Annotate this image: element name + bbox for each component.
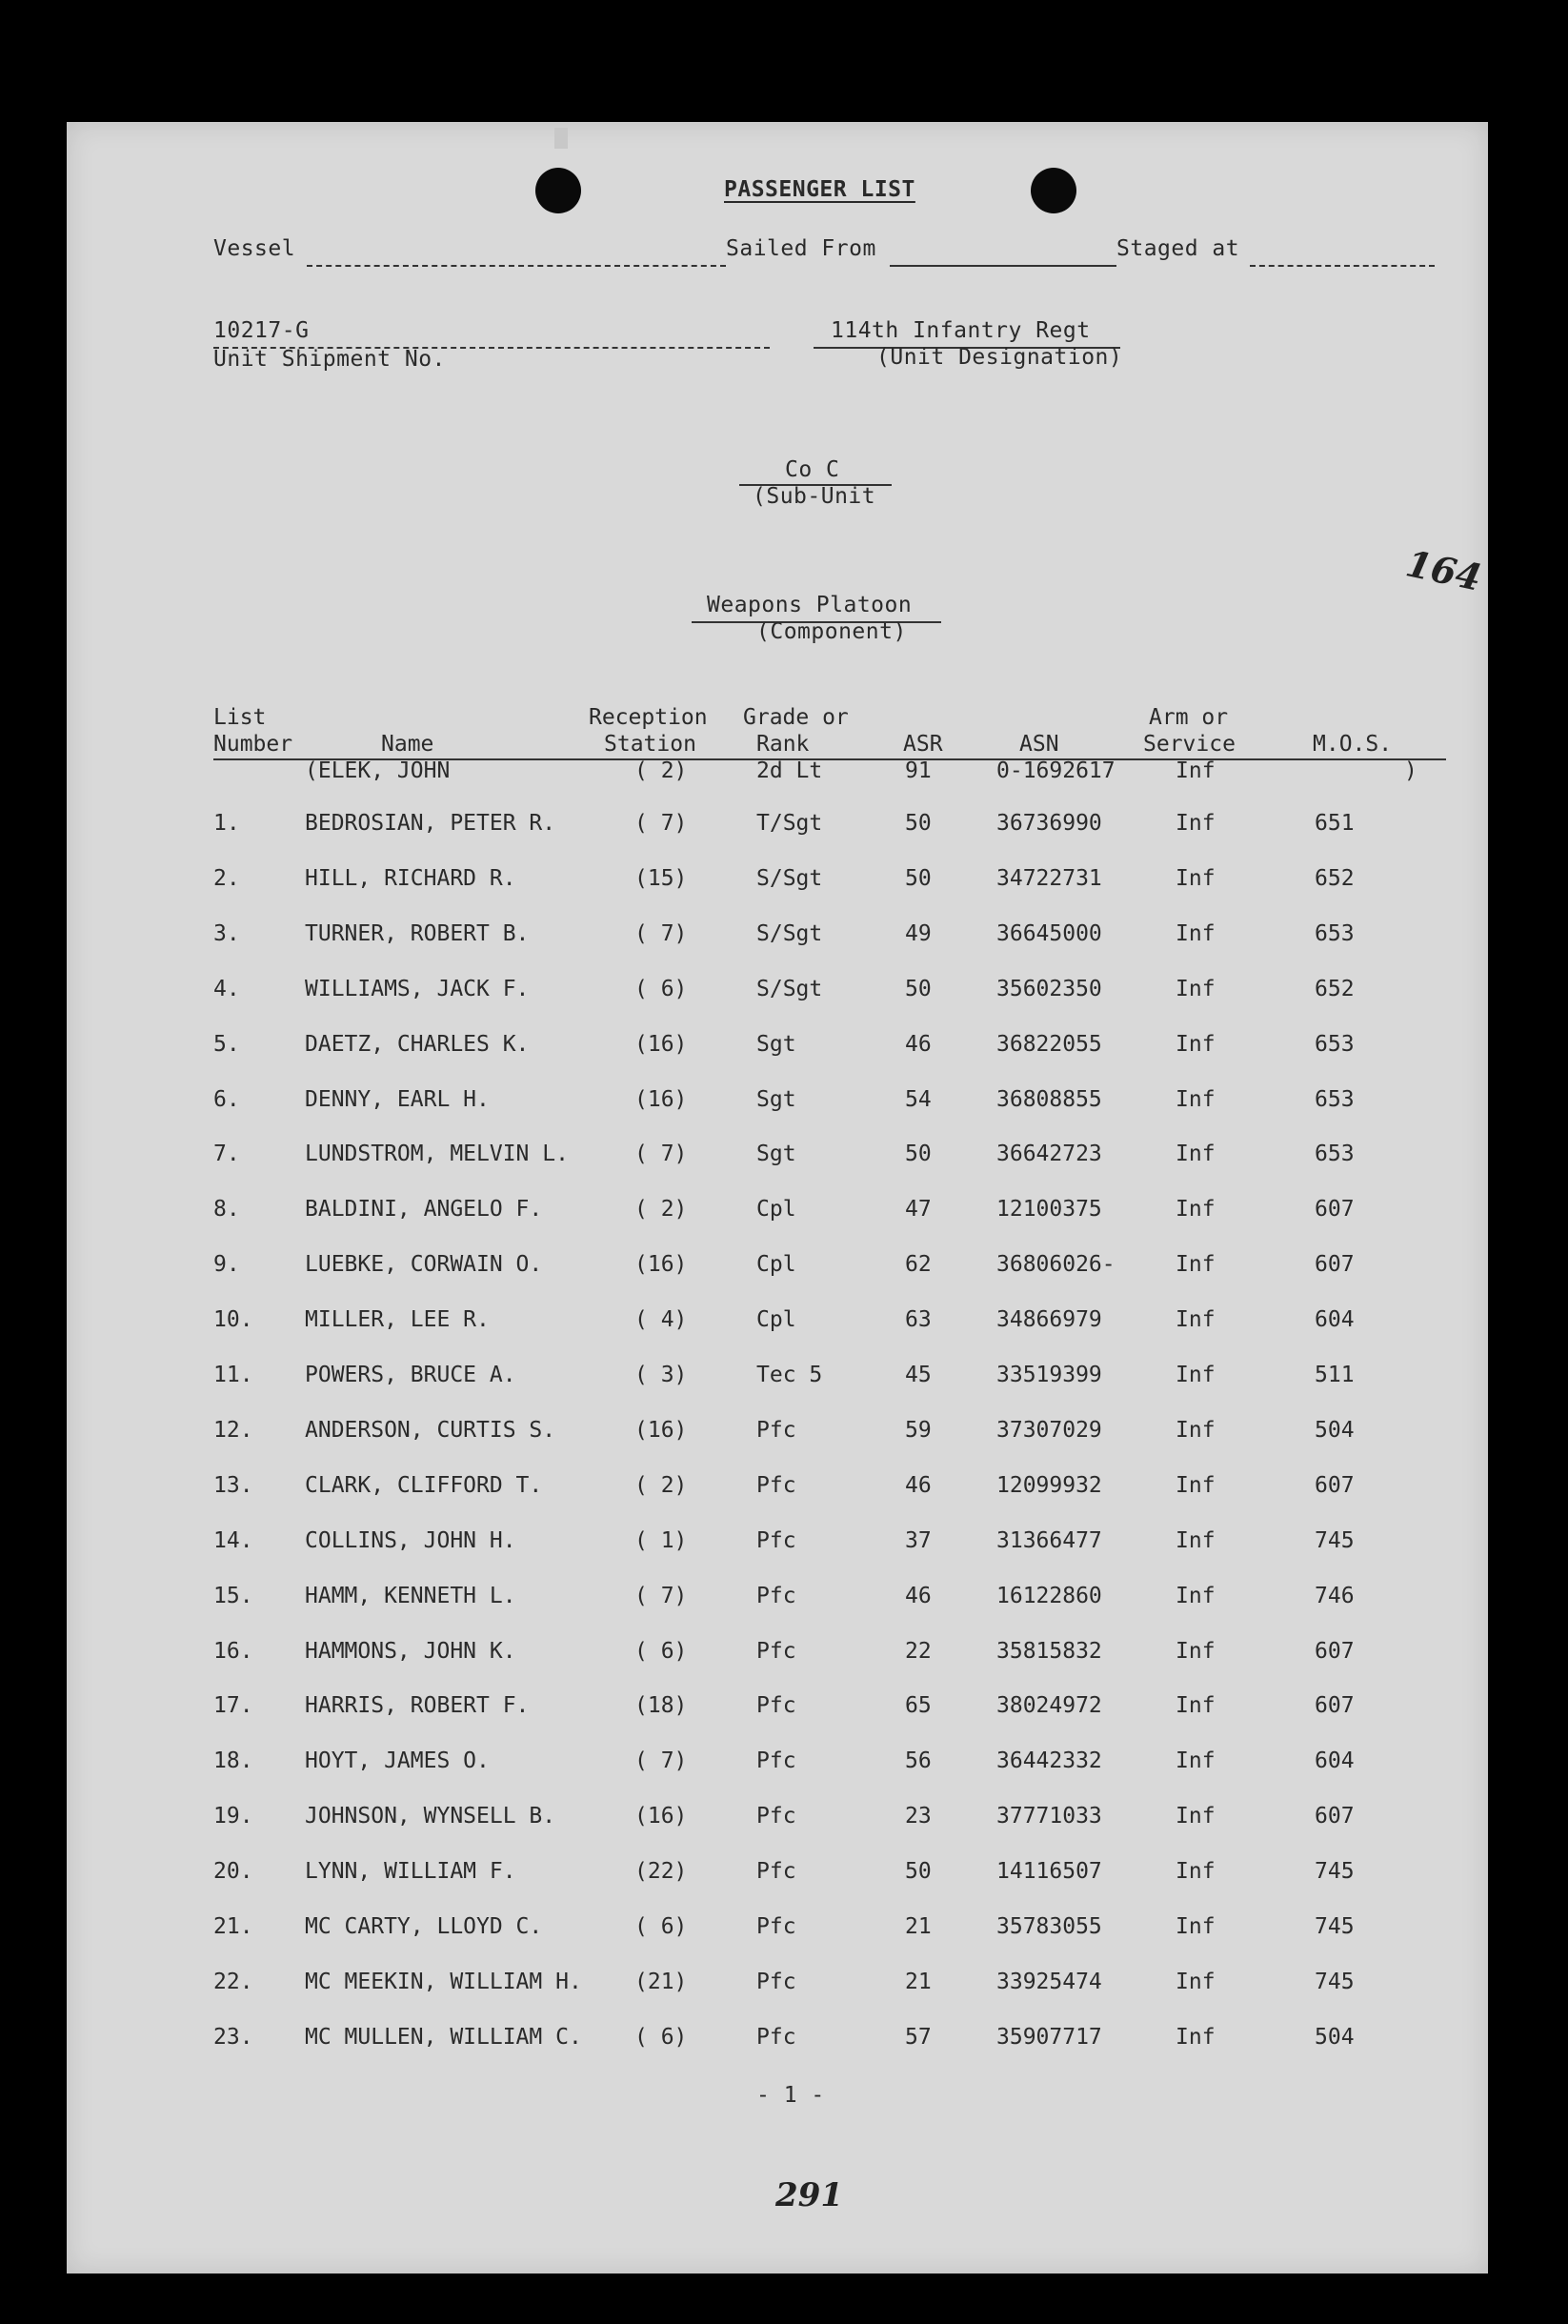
table-row <box>67 811 1488 845</box>
row-arm: Inf <box>1176 1086 1216 1112</box>
row-mos: 604 <box>1315 1307 1355 1333</box>
row-arm: Inf <box>1176 865 1216 891</box>
row-mos: 511 <box>1315 1363 1355 1387</box>
row-station: ( 4) <box>634 1307 688 1333</box>
row-station: (16) <box>634 1031 688 1057</box>
row-asn: 35907717 <box>996 2024 1102 2050</box>
handwritten-number: 291 <box>775 2176 843 2214</box>
col-asr: ASR <box>903 732 943 757</box>
row-name: HARRIS, ROBERT F. <box>305 1693 530 1719</box>
row-asn: 34722731 <box>996 865 1102 891</box>
col-list-number-2: Number <box>213 732 293 757</box>
row-asn: 38024972 <box>996 1693 1102 1719</box>
row-number: 6. <box>213 1086 240 1112</box>
row-name: POWERS, BRUCE A. <box>305 1363 516 1387</box>
row-asn: 31366477 <box>996 1527 1102 1553</box>
row-asn: 36645000 <box>996 920 1102 946</box>
row-number: 12. <box>213 1417 253 1443</box>
row-asr: 57 <box>905 2024 932 2050</box>
row-name: HOYT, JAMES O. <box>305 1748 490 1774</box>
page-number: - 1 - <box>756 2083 825 2108</box>
unit-shipment-label: Unit Shipment No. <box>213 347 446 372</box>
officer-name: (ELEK, JOHN <box>305 758 451 783</box>
row-name: LYNN, WILLIAM F. <box>305 1859 516 1885</box>
row-grade: S/Sgt <box>756 920 823 946</box>
row-asn: 35602350 <box>996 976 1102 1001</box>
row-arm: Inf <box>1176 1142 1216 1167</box>
row-grade: Pfc <box>756 2024 796 2050</box>
row-arm: Inf <box>1176 1638 1216 1664</box>
row-asr: 23 <box>905 1804 932 1829</box>
row-asn: 37307029 <box>996 1417 1102 1443</box>
col-name: Name <box>381 732 434 757</box>
row-name: WILLIAMS, JACK F. <box>305 976 530 1001</box>
table-row <box>67 1363 1488 1397</box>
row-number: 11. <box>213 1363 253 1387</box>
row-number: 10. <box>213 1307 253 1333</box>
table-row <box>67 977 1488 1011</box>
row-name: CLARK, CLIFFORD T. <box>305 1472 543 1498</box>
row-grade: Pfc <box>756 1969 796 1994</box>
row-arm: Inf <box>1176 976 1216 1001</box>
row-asr: 54 <box>905 1086 932 1112</box>
row-asr: 50 <box>905 865 932 891</box>
row-mos: 652 <box>1315 976 1355 1001</box>
row-asr: 46 <box>905 1472 932 1498</box>
row-name: MC MEEKIN, WILLIAM H. <box>305 1969 582 1994</box>
row-arm: Inf <box>1176 1804 1216 1829</box>
row-arm: Inf <box>1176 1031 1216 1057</box>
row-grade: Pfc <box>756 1417 796 1443</box>
row-asr: 62 <box>905 1252 932 1278</box>
row-station: ( 6) <box>634 2024 688 2050</box>
row-name: JOHNSON, WYNSELL B. <box>305 1804 556 1829</box>
row-asn: 36806026- <box>996 1252 1116 1278</box>
row-name: LUEBKE, CORWAIN O. <box>305 1252 543 1278</box>
row-station: (22) <box>634 1859 688 1885</box>
row-arm: Inf <box>1176 1363 1216 1387</box>
row-name: LUNDSTROM, MELVIN L. <box>305 1142 569 1167</box>
vessel-label: Vessel <box>213 236 296 261</box>
row-station: ( 2) <box>634 1197 688 1223</box>
row-mos: 607 <box>1315 1472 1355 1498</box>
row-asn: 14116507 <box>996 1859 1102 1885</box>
row-station: ( 7) <box>634 920 688 946</box>
unit-designation-value: 114th Infantry Regt <box>831 318 1091 343</box>
row-grade: Pfc <box>756 1583 796 1608</box>
row-station: ( 6) <box>634 976 688 1001</box>
row-asn: 12100375 <box>996 1197 1102 1223</box>
sailed-from-label: Sailed From <box>726 236 876 261</box>
row-station: ( 7) <box>634 1748 688 1774</box>
row-name: HILL, RICHARD R. <box>305 865 516 891</box>
row-name: TURNER, ROBERT B. <box>305 920 530 946</box>
row-station: ( 1) <box>634 1527 688 1553</box>
row-asr: 50 <box>905 811 932 836</box>
officer-station: ( 2) <box>634 758 688 783</box>
row-grade: Cpl <box>756 1252 796 1278</box>
row-name: HAMMONS, JOHN K. <box>305 1638 516 1664</box>
row-asr: 59 <box>905 1417 932 1443</box>
row-station: ( 2) <box>634 1472 688 1498</box>
table-row <box>67 1748 1488 1783</box>
row-arm: Inf <box>1176 1472 1216 1498</box>
row-mos: 651 <box>1315 811 1355 836</box>
table-row <box>67 1584 1488 1618</box>
row-station: ( 6) <box>634 1914 688 1939</box>
row-asn: 36736990 <box>996 811 1102 836</box>
row-arm: Inf <box>1176 2024 1216 2050</box>
row-mos: 745 <box>1315 1527 1355 1553</box>
row-name: DENNY, EARL H. <box>305 1086 490 1112</box>
row-station: (16) <box>634 1252 688 1278</box>
table-row <box>67 1418 1488 1452</box>
row-mos: 745 <box>1315 1859 1355 1885</box>
row-station: (21) <box>634 1969 688 1994</box>
row-grade: S/Sgt <box>756 976 823 1001</box>
officer-close-paren: ) <box>1404 758 1417 783</box>
row-grade: Pfc <box>756 1638 796 1664</box>
row-station: (16) <box>634 1086 688 1112</box>
row-asn: 16122860 <box>996 1583 1102 1608</box>
row-number: 22. <box>213 1969 253 1994</box>
table-row <box>67 1859 1488 1893</box>
row-asr: 49 <box>905 920 932 946</box>
staged-at-label: Staged at <box>1116 236 1240 261</box>
row-number: 16. <box>213 1638 253 1664</box>
table-row <box>67 1970 1488 2004</box>
row-asr: 37 <box>905 1527 932 1553</box>
row-arm: Inf <box>1176 1307 1216 1333</box>
row-grade: Pfc <box>756 1804 796 1829</box>
col-arm-1: Arm or <box>1149 705 1229 730</box>
table-row <box>67 1142 1488 1176</box>
row-mos: 745 <box>1315 1969 1355 1994</box>
row-grade: T/Sgt <box>756 811 823 836</box>
row-mos: 504 <box>1315 1417 1355 1443</box>
row-name: MC MULLEN, WILLIAM C. <box>305 2024 582 2050</box>
row-mos: 746 <box>1315 1583 1355 1608</box>
officer-arm: Inf <box>1176 758 1216 783</box>
col-arm-2: Service <box>1143 732 1236 757</box>
row-name: MC CARTY, LLOYD C. <box>305 1914 543 1939</box>
row-asn: 35815832 <box>996 1638 1102 1664</box>
row-number: 18. <box>213 1748 253 1774</box>
sub-unit-value: Co C <box>785 457 840 482</box>
row-mos: 607 <box>1315 1252 1355 1278</box>
sub-unit-label: (Sub-Unit <box>753 484 876 509</box>
row-asn: 12099932 <box>996 1472 1102 1498</box>
table-row <box>67 1307 1488 1342</box>
row-grade: Pfc <box>756 1527 796 1553</box>
table-row <box>67 1032 1488 1066</box>
roster-table <box>67 122 1488 2273</box>
stamp-number: 164 <box>1402 541 1486 599</box>
row-number: 7. <box>213 1142 240 1167</box>
row-name: MILLER, LEE R. <box>305 1307 490 1333</box>
row-asn: 36642723 <box>996 1142 1102 1167</box>
row-name: BALDINI, ANGELO F. <box>305 1197 543 1223</box>
row-number: 3. <box>213 920 240 946</box>
row-arm: Inf <box>1176 1252 1216 1278</box>
row-asr: 46 <box>905 1031 932 1057</box>
row-arm: Inf <box>1176 1527 1216 1553</box>
col-grade-1: Grade or <box>743 705 849 730</box>
row-mos: 607 <box>1315 1693 1355 1719</box>
row-asn: 36442332 <box>996 1748 1102 1774</box>
row-mos: 607 <box>1315 1197 1355 1223</box>
row-station: (16) <box>634 1804 688 1829</box>
row-number: 4. <box>213 976 240 1001</box>
row-grade: Cpl <box>756 1197 796 1223</box>
row-name: HAMM, KENNETH L. <box>305 1583 516 1608</box>
row-arm: Inf <box>1176 1693 1216 1719</box>
row-name: BEDROSIAN, PETER R. <box>305 811 556 836</box>
row-number: 21. <box>213 1914 253 1939</box>
table-row <box>67 1804 1488 1838</box>
row-mos: 653 <box>1315 1142 1355 1167</box>
row-arm: Inf <box>1176 1583 1216 1608</box>
document-title: PASSENGER LIST <box>724 177 915 202</box>
table-row <box>67 1528 1488 1563</box>
row-number: 20. <box>213 1859 253 1885</box>
row-mos: 607 <box>1315 1638 1355 1664</box>
row-arm: Inf <box>1176 1417 1216 1443</box>
row-station: (18) <box>634 1693 688 1719</box>
row-number: 13. <box>213 1472 253 1498</box>
row-asn: 36822055 <box>996 1031 1102 1057</box>
col-reception-2: Station <box>604 732 696 757</box>
row-asr: 56 <box>905 1748 932 1774</box>
row-mos: 607 <box>1315 1804 1355 1829</box>
row-asr: 46 <box>905 1583 932 1608</box>
row-mos: 653 <box>1315 1031 1355 1057</box>
table-row <box>67 921 1488 956</box>
row-name: ANDERSON, CURTIS S. <box>305 1417 556 1443</box>
row-asr: 50 <box>905 1859 932 1885</box>
row-arm: Inf <box>1176 1197 1216 1223</box>
row-station: (15) <box>634 865 688 891</box>
table-row <box>67 1473 1488 1507</box>
row-grade: S/Sgt <box>756 865 823 891</box>
row-grade: Cpl <box>756 1307 796 1333</box>
table-row <box>67 2025 1488 2059</box>
col-asn: ASN <box>1019 732 1059 757</box>
row-number: 8. <box>213 1197 240 1223</box>
row-asr: 21 <box>905 1914 932 1939</box>
table-row <box>67 866 1488 900</box>
row-arm: Inf <box>1176 1859 1216 1885</box>
table-row <box>67 1087 1488 1122</box>
row-number: 14. <box>213 1527 253 1553</box>
row-asn: 36808855 <box>996 1086 1102 1112</box>
row-arm: Inf <box>1176 1748 1216 1774</box>
row-number: 1. <box>213 811 240 836</box>
row-name: COLLINS, JOHN H. <box>305 1527 516 1553</box>
row-number: 5. <box>213 1031 240 1057</box>
row-asr: 63 <box>905 1307 932 1333</box>
component-value: Weapons Platoon <box>707 593 913 617</box>
col-grade-2: Rank <box>756 732 810 757</box>
row-asr: 50 <box>905 976 932 1001</box>
row-number: 17. <box>213 1693 253 1719</box>
row-number: 23. <box>213 2024 253 2050</box>
component-label: (Component) <box>756 619 907 644</box>
officer-grade: 2d Lt <box>756 758 823 783</box>
row-arm: Inf <box>1176 920 1216 946</box>
officer-asr: 91 <box>905 758 932 783</box>
table-row <box>67 1693 1488 1728</box>
row-grade: Tec 5 <box>756 1363 823 1387</box>
col-list-number-1: List <box>213 705 267 730</box>
unit-designation-label: (Unit Designation) <box>876 345 1123 370</box>
row-mos: 653 <box>1315 920 1355 946</box>
row-number: 2. <box>213 865 240 891</box>
row-asr: 45 <box>905 1363 932 1387</box>
row-grade: Sgt <box>756 1031 796 1057</box>
row-arm: Inf <box>1176 1914 1216 1939</box>
row-arm: Inf <box>1176 1969 1216 1994</box>
row-asr: 22 <box>905 1638 932 1664</box>
row-station: (16) <box>634 1417 688 1443</box>
row-asr: 21 <box>905 1969 932 1994</box>
unit-shipment-value: 10217-G <box>213 318 310 343</box>
document-page <box>67 122 1488 2273</box>
col-reception-1: Reception <box>589 705 708 730</box>
row-number: 9. <box>213 1252 240 1278</box>
row-station: ( 7) <box>634 1583 688 1608</box>
row-grade: Pfc <box>756 1914 796 1939</box>
row-mos: 504 <box>1315 2024 1355 2050</box>
row-grade: Pfc <box>756 1748 796 1774</box>
row-mos: 652 <box>1315 865 1355 891</box>
row-asn: 34866979 <box>996 1307 1102 1333</box>
row-asn: 37771033 <box>996 1804 1102 1829</box>
row-asn: 35783055 <box>996 1914 1102 1939</box>
row-name: DAETZ, CHARLES K. <box>305 1031 530 1057</box>
row-asr: 65 <box>905 1693 932 1719</box>
row-mos: 653 <box>1315 1086 1355 1112</box>
row-grade: Pfc <box>756 1472 796 1498</box>
row-asn: 33925474 <box>996 1969 1102 1994</box>
table-row <box>67 1197 1488 1231</box>
row-station: ( 7) <box>634 1142 688 1167</box>
table-row <box>67 1639 1488 1673</box>
row-mos: 604 <box>1315 1748 1355 1774</box>
row-grade: Pfc <box>756 1859 796 1885</box>
row-number: 15. <box>213 1583 253 1608</box>
officer-asn: 0-1692617 <box>996 758 1116 783</box>
row-grade: Sgt <box>756 1142 796 1167</box>
row-station: ( 7) <box>634 811 688 836</box>
row-asr: 50 <box>905 1142 932 1167</box>
row-mos: 745 <box>1315 1914 1355 1939</box>
row-grade: Sgt <box>756 1086 796 1112</box>
row-station: ( 3) <box>634 1363 688 1387</box>
row-arm: Inf <box>1176 811 1216 836</box>
table-row <box>67 1914 1488 1949</box>
row-asn: 33519399 <box>996 1363 1102 1387</box>
row-grade: Pfc <box>756 1693 796 1719</box>
table-row <box>67 1252 1488 1286</box>
row-number: 19. <box>213 1804 253 1829</box>
col-mos: M.O.S. <box>1313 732 1393 757</box>
row-asr: 47 <box>905 1197 932 1223</box>
row-station: ( 6) <box>634 1638 688 1664</box>
